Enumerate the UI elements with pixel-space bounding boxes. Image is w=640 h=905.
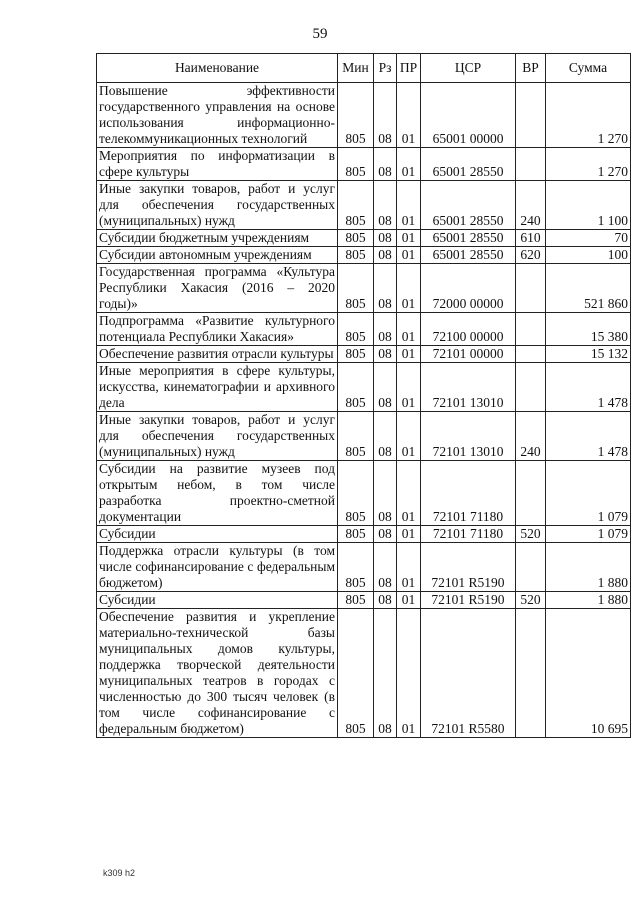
cell-csr: 72000 00000 <box>421 264 516 313</box>
cell-csr: 65001 28550 <box>421 247 516 264</box>
cell-sum: 1 270 <box>546 83 631 148</box>
cell-csr: 72101 71180 <box>421 461 516 526</box>
footer-code: k309 h2 <box>103 868 136 878</box>
header-csr: ЦСР <box>421 54 516 83</box>
cell-rz: 08 <box>374 346 397 363</box>
cell-name: Обеспечение развития и укрепление материально-технической базы муниципальных домов культуры, поддержка творческой деятельности муниципальных театров в городах с численностью до 300 тысяч человек (в том числе софинансирование с федеральным бюджетом) <box>97 609 338 738</box>
cell-sum: 15 132 <box>546 346 631 363</box>
cell-pr: 01 <box>397 83 421 148</box>
table-row <box>97 313 631 346</box>
table-row <box>97 461 631 526</box>
cell-vr <box>516 363 546 412</box>
cell-name: Субсидии на развитие музеев под открытым небом, в том числе разработка проектно-сметной документации <box>97 461 338 526</box>
cell-name: Субсидии бюджетным учреждениям <box>97 230 338 247</box>
cell-csr: 72101 R5190 <box>421 543 516 592</box>
cell-pr: 01 <box>397 412 421 461</box>
cell-min: 805 <box>338 461 374 526</box>
cell-vr: 610 <box>516 230 546 247</box>
cell-csr: 72100 00000 <box>421 313 516 346</box>
cell-sum: 100 <box>546 247 631 264</box>
header-name: Наименование <box>97 54 338 83</box>
cell-rz: 08 <box>374 609 397 738</box>
cell-rz: 08 <box>374 181 397 230</box>
table-row <box>97 363 631 412</box>
cell-name: Субсидии автономным учреждениям <box>97 247 338 264</box>
table-row <box>97 526 631 543</box>
cell-name: Государственная программа «Культура Республики Хакасия (2016 – 2020 годы)» <box>97 264 338 313</box>
cell-vr <box>516 313 546 346</box>
cell-vr: 620 <box>516 247 546 264</box>
cell-sum: 1 100 <box>546 181 631 230</box>
header-sum: Сумма <box>546 54 631 83</box>
cell-vr <box>516 461 546 526</box>
table-row <box>97 543 631 592</box>
cell-rz: 08 <box>374 592 397 609</box>
cell-name: Иные закупки товаров, работ и услуг для обеспечения государственных (муниципальных) нужд <box>97 181 338 230</box>
cell-vr <box>516 148 546 181</box>
cell-sum: 1 478 <box>546 363 631 412</box>
cell-rz: 08 <box>374 461 397 526</box>
cell-pr: 01 <box>397 543 421 592</box>
cell-name: Поддержка отрасли культуры (в том числе софинансирование с федеральным бюджетом) <box>97 543 338 592</box>
cell-sum: 1 079 <box>546 461 631 526</box>
cell-csr: 65001 00000 <box>421 83 516 148</box>
cell-min: 805 <box>338 543 374 592</box>
cell-csr: 65001 28550 <box>421 230 516 247</box>
cell-min: 805 <box>338 181 374 230</box>
cell-rz: 08 <box>374 230 397 247</box>
cell-pr: 01 <box>397 592 421 609</box>
cell-min: 805 <box>338 230 374 247</box>
header-vr: ВР <box>516 54 546 83</box>
cell-name: Обеспечение развития отрасли культуры <box>97 346 338 363</box>
cell-name: Иные закупки товаров, работ и услуг для обеспечения государственных (муниципальных) нужд <box>97 412 338 461</box>
cell-min: 805 <box>338 526 374 543</box>
cell-min: 805 <box>338 346 374 363</box>
cell-csr: 72101 13010 <box>421 412 516 461</box>
cell-min: 805 <box>338 609 374 738</box>
cell-csr: 72101 13010 <box>421 363 516 412</box>
cell-rz: 08 <box>374 313 397 346</box>
cell-name: Субсидии <box>97 592 338 609</box>
table-row <box>97 412 631 461</box>
cell-vr: 240 <box>516 181 546 230</box>
table-row <box>97 83 631 148</box>
cell-rz: 08 <box>374 526 397 543</box>
cell-min: 805 <box>338 592 374 609</box>
cell-sum: 1 079 <box>546 526 631 543</box>
cell-sum: 1 478 <box>546 412 631 461</box>
cell-sum: 10 695 <box>546 609 631 738</box>
table-row <box>97 148 631 181</box>
cell-sum: 1 880 <box>546 543 631 592</box>
table-row <box>97 346 631 363</box>
cell-rz: 08 <box>374 148 397 181</box>
cell-sum: 15 380 <box>546 313 631 346</box>
table-row <box>97 247 631 264</box>
page-number: 59 <box>312 26 328 42</box>
cell-pr: 01 <box>397 313 421 346</box>
cell-min: 805 <box>338 412 374 461</box>
cell-rz: 08 <box>374 247 397 264</box>
header-pr: ПР <box>397 54 421 83</box>
cell-sum: 521 860 <box>546 264 631 313</box>
cell-vr <box>516 83 546 148</box>
cell-min: 805 <box>338 363 374 412</box>
table-row <box>97 592 631 609</box>
cell-pr: 01 <box>397 230 421 247</box>
cell-pr: 01 <box>397 148 421 181</box>
cell-rz: 08 <box>374 412 397 461</box>
cell-name: Повышение эффективности государственного управления на основе использования информационно-телекоммуникационных технологий <box>97 83 338 148</box>
header-rz: Рз <box>374 54 397 83</box>
cell-name: Мероприятия по информатизации в сфере культуры <box>97 148 338 181</box>
cell-vr <box>516 543 546 592</box>
header-min: Мин <box>338 54 374 83</box>
cell-pr: 01 <box>397 181 421 230</box>
cell-csr: 72101 71180 <box>421 526 516 543</box>
budget-table <box>96 53 631 738</box>
cell-pr: 01 <box>397 346 421 363</box>
cell-rz: 08 <box>374 264 397 313</box>
cell-csr: 72101 00000 <box>421 346 516 363</box>
table-row <box>97 609 631 738</box>
cell-vr: 240 <box>516 412 546 461</box>
table-body <box>97 83 631 738</box>
cell-vr <box>516 346 546 363</box>
cell-pr: 01 <box>397 526 421 543</box>
cell-name: Субсидии <box>97 526 338 543</box>
cell-vr <box>516 264 546 313</box>
cell-rz: 08 <box>374 543 397 592</box>
cell-name: Иные мероприятия в сфере культуры, искусства, кинематографии и архивного дела <box>97 363 338 412</box>
cell-min: 805 <box>338 247 374 264</box>
cell-csr: 65001 28550 <box>421 148 516 181</box>
cell-sum: 1 270 <box>546 148 631 181</box>
cell-csr: 72101 R5190 <box>421 592 516 609</box>
cell-pr: 01 <box>397 247 421 264</box>
cell-pr: 01 <box>397 609 421 738</box>
table-header-row <box>97 54 631 83</box>
cell-name: Подпрограмма «Развитие культурного потенциала Республики Хакасия» <box>97 313 338 346</box>
cell-csr: 72101 R5580 <box>421 609 516 738</box>
cell-vr: 520 <box>516 592 546 609</box>
cell-rz: 08 <box>374 83 397 148</box>
cell-vr <box>516 609 546 738</box>
cell-sum: 1 880 <box>546 592 631 609</box>
table-row <box>97 230 631 247</box>
table-row <box>97 181 631 230</box>
cell-pr: 01 <box>397 363 421 412</box>
cell-pr: 01 <box>397 461 421 526</box>
cell-csr: 65001 28550 <box>421 181 516 230</box>
cell-vr: 520 <box>516 526 546 543</box>
cell-pr: 01 <box>397 264 421 313</box>
cell-min: 805 <box>338 148 374 181</box>
cell-min: 805 <box>338 264 374 313</box>
table-row <box>97 264 631 313</box>
cell-rz: 08 <box>374 363 397 412</box>
cell-sum: 70 <box>546 230 631 247</box>
cell-min: 805 <box>338 313 374 346</box>
cell-min: 805 <box>338 83 374 148</box>
